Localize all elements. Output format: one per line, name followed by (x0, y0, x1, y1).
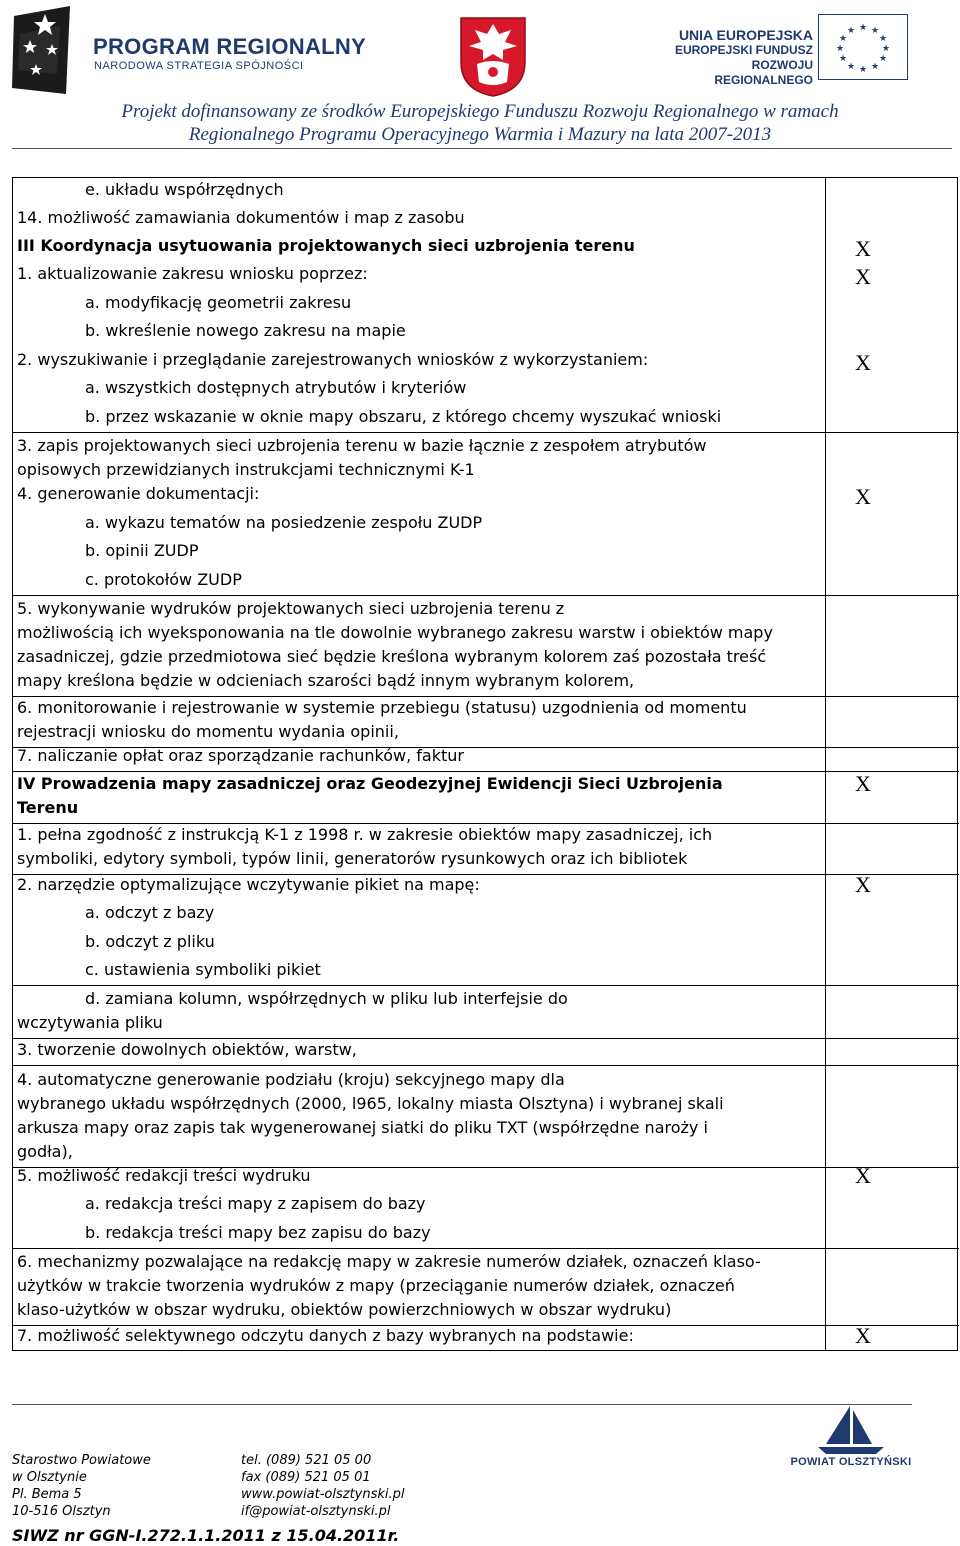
column-divider (825, 178, 826, 1350)
table-row-text: 5. możliwość redakcji treści wydruku (17, 1166, 311, 1185)
table-row-separator (13, 595, 959, 596)
warmia-mazury-crest-icon (459, 16, 527, 98)
table-row-text: 2. narzędzie optymalizujące wczytywanie pikiet na mapę: (17, 875, 480, 894)
footer-address-line: Pl. Bema 5 (12, 1487, 82, 1502)
table-row-text: Terenu (17, 798, 79, 817)
table-row-text: b. odczyt z pliku (85, 932, 215, 951)
table-row-text: b. redakcja treści mapy bez zapisu do bazy (85, 1223, 431, 1242)
table-row-text: a. wykazu tematów na posiedzenie zespołu ZUDP (85, 513, 483, 532)
table-row-text: a. wszystkich dostępnych atrybutów i kryteriów (85, 378, 467, 397)
table-row-separator (13, 985, 959, 986)
eu-line-1: UNIA EUROPEJSKA (678, 27, 813, 43)
table-row-text: 4. generowanie dokumentacji: (17, 484, 260, 503)
table-row-text: 3. zapis projektowanych sieci uzbrojenia terenu w bazie łącznie z zespołem atrybutów (17, 436, 707, 455)
footer-www-link[interactable]: www.powiat-olsztynski.pl (241, 1487, 405, 1502)
table-row-text: b. wkreślenie nowego zakresu na mapie (85, 321, 406, 340)
siwz-reference: SIWZ nr GGN-I.272.1.1.2011 z 15.04.2011r. (12, 1526, 400, 1545)
svg-text:★: ★ (846, 26, 856, 36)
table-row-separator (13, 1248, 959, 1249)
table-row-text: 7. możliwość selektywnego odczytu danych z bazy wybranych na podstawie: (17, 1326, 634, 1345)
table-row-text: d. zamiana kolumn, współrzędnych w pliku lub interfejsie do (85, 989, 568, 1008)
table-row-check-mark: X (855, 771, 871, 796)
footer-address-line: w Olsztynie (12, 1470, 87, 1485)
table-row-text: klaso-użytków w obszar wydruku, obiektów powierzchniowych w obszar wydruku) (17, 1300, 672, 1319)
project-cofinancing-note (0, 100, 960, 146)
project-line-1: Projekt dofinansowany ze środków Europejskiego Funduszu Rozwoju Regionalnego w ramach (121, 101, 839, 122)
table-row-text: III Koordynacja usytuowania projektowanych sieci uzbrojenia terenu (17, 236, 635, 255)
svg-text:★: ★ (838, 34, 848, 44)
table-row-text: 14. możliwość zamawiania dokumentów i map z zasobu (17, 208, 465, 227)
footer-address-line: 10-516 Olsztyn (12, 1504, 111, 1519)
svg-text:★: ★ (838, 54, 848, 64)
table-row-text: b. opinii ZUDP (85, 541, 199, 560)
table-row-text: opisowych przewidzianych instrukcjami technicznymi K-1 (17, 460, 475, 479)
table-row-text: wybranego układu współrzędnych (2000, l965, lokalny miasta Olsztyna) i wybranej skali (17, 1094, 724, 1113)
eu-fund-text (655, 28, 813, 88)
table-row-text: c. ustawienia symboliki pikiet (85, 960, 321, 979)
powiat-name: POWIAT OLSZTYŃSKI (790, 1456, 912, 1468)
table-row-text: godła), (17, 1142, 73, 1161)
eu-flag-icon (818, 14, 908, 80)
table-row-text: arkusza mapy oraz zapis tak wygenerowanej siatki do pliku TXT (współrzędne naroży i (17, 1118, 708, 1137)
footer-address-line: Starostwo Powiatowe (12, 1453, 151, 1468)
table-row-text: 4. automatyczne generowanie podziału (kroju) sekcyjnego mapy dla (17, 1070, 565, 1089)
table-row-text: a. modyfikację geometrii zakresu (85, 293, 352, 312)
table-row-check-mark: X (855, 236, 871, 261)
table-row-separator (13, 432, 959, 433)
table-row-check-mark: X (855, 264, 871, 289)
table-row-separator (13, 1065, 959, 1066)
svg-text:★: ★ (878, 34, 888, 44)
table-row-text: użytków w trakcie tworzenia wydruków z mapy (przeciąganie numerów działek, oznaczeń (17, 1276, 735, 1295)
table-row-text: symboliki, edytory symboli, typów linii, generatorów rysunkowych oraz ich bibliotek (17, 849, 688, 868)
svg-text:★: ★ (835, 44, 845, 54)
footer-tel: tel. (089) 521 05 00 (241, 1453, 372, 1468)
table-row-text: 7. naliczanie opłat oraz sporządzanie rachunków, faktur (17, 746, 464, 765)
svg-text:★: ★ (881, 44, 891, 54)
table-row-text: rejestracji wniosku do momentu wydania opinii, (17, 722, 399, 741)
table-row-check-mark: X (855, 1323, 871, 1348)
header-divider (12, 148, 952, 149)
footer-fax: fax (089) 521 05 01 (241, 1470, 371, 1485)
table-row-text: wczytywania pliku (17, 1013, 163, 1032)
table-row-text: e. układu współrzędnych (85, 180, 284, 199)
table-row-check-mark: X (855, 1163, 871, 1188)
table-row-check-mark: X (855, 872, 871, 897)
footer-divider (12, 1404, 912, 1405)
svg-text:★: ★ (878, 54, 888, 64)
table-row-text: zasadniczej, gdzie przedmiotowa sieć będzie kreślona wybranym kolorem zaś pozostała treść (17, 647, 767, 666)
table-row-text: 1. pełna zgodność z instrukcją K-1 z 1998 r. w zakresie obiektów mapy zasadniczej, ich (17, 825, 713, 844)
eu-line-2: EUROPEJSKI FUNDUSZ (674, 43, 813, 57)
svg-text:★: ★ (870, 62, 880, 72)
table-row-check-mark: X (855, 350, 871, 375)
program-regionalny-title: PROGRAM REGIONALNY (93, 34, 367, 59)
table-row-text: 6. mechanizmy pozwalające na redakcję mapy w zakresie numerów działek, oznaczeń klaso- (17, 1252, 761, 1271)
powiat-sailboat-logo-icon (796, 1404, 906, 1456)
footer-email-link[interactable]: if@powiat-olsztynski.pl (241, 1504, 391, 1519)
table-row-text: 5. wykonywanie wydruków projektowanych sieci uzbrojenia terenu z (17, 599, 565, 618)
table-row-text: a. redakcja treści mapy z zapisem do bazy (85, 1194, 426, 1213)
table-row-text: 1. aktualizowanie zakresu wniosku poprzez: (17, 264, 368, 283)
eu-line-3: ROZWOJU REGIONALNEGO (714, 58, 813, 87)
table-row-text: b. przez wskazanie w oknie mapy obszaru, z którego chcemy wyszukać wnioski (85, 407, 722, 426)
table-row-text: IV Prowadzenia mapy zasadniczej oraz Geodezyjnej Ewidencji Sieci Uzbrojenia (17, 774, 723, 793)
svg-text:★: ★ (858, 65, 868, 75)
table-row-check-mark: X (855, 484, 871, 509)
svg-text:★: ★ (858, 23, 868, 33)
footer-address (12, 1452, 151, 1520)
program-regionalny-subtitle: NARODOWA STRATEGIA SPÓJNOŚCI (94, 60, 304, 72)
svg-text:★: ★ (846, 62, 856, 72)
requirements-table (12, 177, 958, 1351)
table-row-text: a. odczyt z bazy (85, 903, 215, 922)
program-regionalny-logo-icon (10, 4, 90, 96)
table-row-text: 6. monitorowanie i rejestrowanie w systemie przebiegu (statusu) uzgodnienia od momentu (17, 698, 747, 717)
table-row-text: możliwością ich wyeksponowania na tle dowolnie wybranego zakresu warstw i obiektów mapy (17, 623, 773, 642)
footer-contact (241, 1452, 405, 1520)
project-line-2: Regionalnego Programu Operacyjnego Warmia i Mazury na lata 2007-2013 (188, 124, 772, 145)
table-row-text: 3. tworzenie dowolnych obiektów, warstw, (17, 1040, 357, 1059)
svg-text:★: ★ (870, 26, 880, 36)
table-row-text: c. protokołów ZUDP (85, 570, 242, 589)
table-row-text: 2. wyszukiwanie i przeglądanie zarejestrowanych wniosków z wykorzystaniem: (17, 350, 649, 369)
table-row-text: mapy kreślona będzie w odcieniach szarości bądź innym wybranym kolorem, (17, 671, 635, 690)
